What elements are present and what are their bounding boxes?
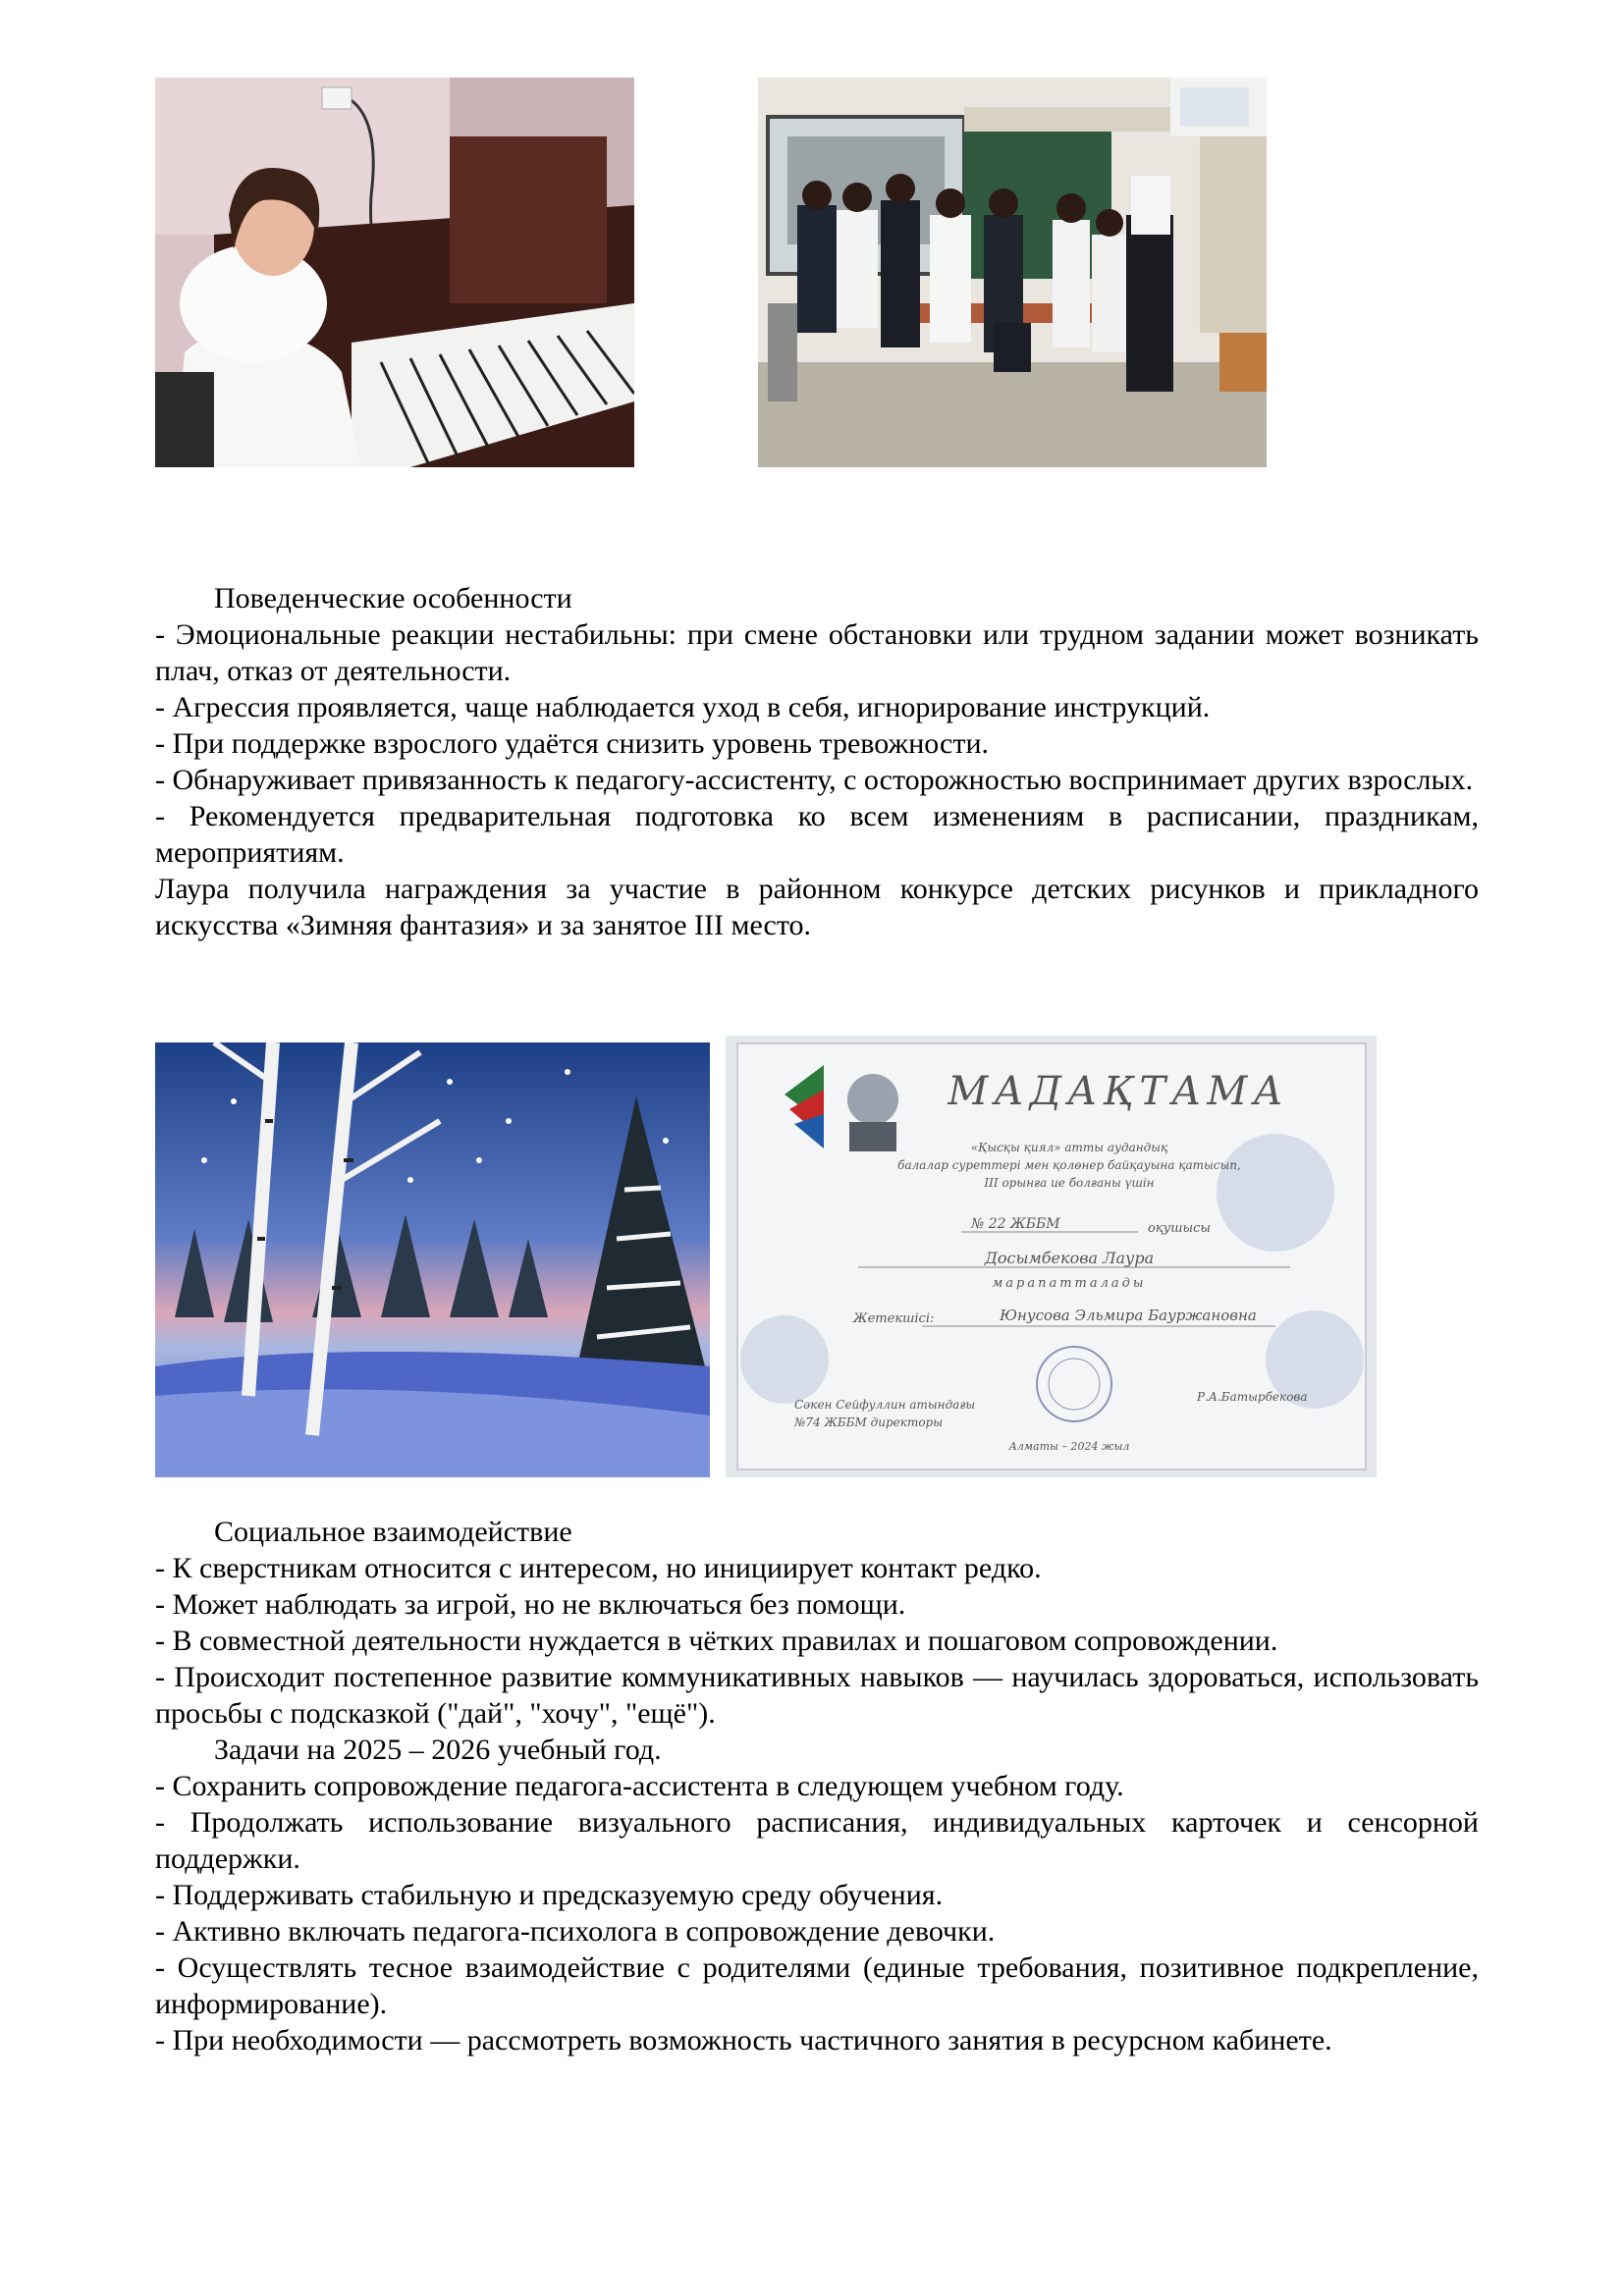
cert-director-line1: Сәкен Сейфуллин атындағы bbox=[794, 1398, 976, 1412]
cert-line3: III орынға ие болғаны үшін bbox=[984, 1176, 1155, 1190]
task-item: - Сохранить сопровождение педагога-ассистента в следующем учебном году. bbox=[155, 1770, 1124, 1802]
cert-awarded: марапатталады bbox=[992, 1276, 1147, 1291]
photo-certificate bbox=[726, 1036, 1377, 1477]
task-item: - Продолжать использование визуального расписания, индивидуальных карточек и сенсорной поддержки. bbox=[155, 1806, 1479, 1875]
task-item: - Поддерживать стабильную и предсказуемую среду обучения. bbox=[155, 1879, 944, 1911]
behavior-section bbox=[155, 580, 1479, 943]
cert-mentor-label: Жетекшісі: bbox=[853, 1311, 935, 1326]
task-item: - При необходимости — рассмотреть возможность частичного занятия в ресурсном кабинете. bbox=[155, 2024, 1332, 2056]
social-item: - Происходит постепенное развитие коммуникативных навыков — научилась здороваться, использовать просьбы с подсказкой ("дай", "хочу", "ещё"). bbox=[155, 1661, 1479, 1730]
cert-city-year: Алматы – 2024 жыл bbox=[1008, 1440, 1130, 1453]
cert-line2: балалар суреттері мен қолөнер байқауына қатысып, bbox=[897, 1158, 1241, 1172]
award-paragraph: Лаура получила награждения за участие в районном конкурсе детских рисунков и прикладного искусства «Зимняя фантазия» и за занятое III место. bbox=[155, 873, 1479, 941]
task-item: - Активно включать педагога-психолога в сопровождение девочки. bbox=[155, 1915, 996, 1948]
cert-title: МАДАҚТАМА bbox=[947, 1069, 1289, 1114]
behavior-item: - При поддержке взрослого удаётся снизить уровень тревожности. bbox=[155, 727, 989, 760]
photo-girl-piano bbox=[155, 78, 634, 467]
behavior-item: - Рекомендуется предварительная подготовка ко всем изменениям в расписании, праздникам, мероприятиям. bbox=[155, 800, 1479, 869]
social-heading: Социальное взаимодействие bbox=[214, 1516, 572, 1548]
cert-director-line2: №74 ЖББМ директоры bbox=[794, 1415, 944, 1429]
cert-student-name: Досымбекова Лаура bbox=[984, 1249, 1155, 1267]
behavior-item: - Агрессия проявляется, чаще наблюдается уход в себя, игнорирование инструкций. bbox=[155, 691, 1211, 723]
cert-director-name: Р.А.Батырбекова bbox=[1197, 1390, 1308, 1404]
photo-winter-painting bbox=[155, 1042, 710, 1477]
behavior-item: - Эмоциональные реакции нестабильны: при смене обстановки или трудном задании может возникать плач, отказ от деятельности. bbox=[155, 618, 1479, 687]
behavior-heading: Поведенческие особенности bbox=[214, 582, 572, 614]
cert-line1: «Қысқы қиял» атты аудандық bbox=[970, 1141, 1168, 1154]
cert-mentor-name: Юнусова Эльмира Бауржановна bbox=[1000, 1307, 1257, 1324]
cert-school: № 22 ЖББМ bbox=[971, 1216, 1060, 1232]
photo-classroom-children bbox=[758, 78, 1267, 467]
social-item: - К сверстникам относится с интересом, но инициирует контакт редко. bbox=[155, 1552, 1042, 1584]
behavior-item: - Обнаруживает привязанность к педагогу-ассистенту, с осторожностью воспринимает других взрослых. bbox=[155, 764, 1474, 796]
tasks-heading: Задачи на 2025 – 2026 учебный год. bbox=[214, 1734, 662, 1766]
social-item: - В совместной деятельности нуждается в чётких правилах и пошаговом сопровождении. bbox=[155, 1625, 1278, 1657]
social-item: - Может наблюдать за игрой, но не включаться без помощи. bbox=[155, 1588, 906, 1621]
task-item: - Осуществлять тесное взаимодействие с родителями (единые требования, позитивное подкрепление, информирование). bbox=[155, 1951, 1479, 2020]
cert-student-suffix: оқушысы bbox=[1148, 1221, 1211, 1236]
social-and-tasks-section bbox=[155, 1514, 1479, 2058]
